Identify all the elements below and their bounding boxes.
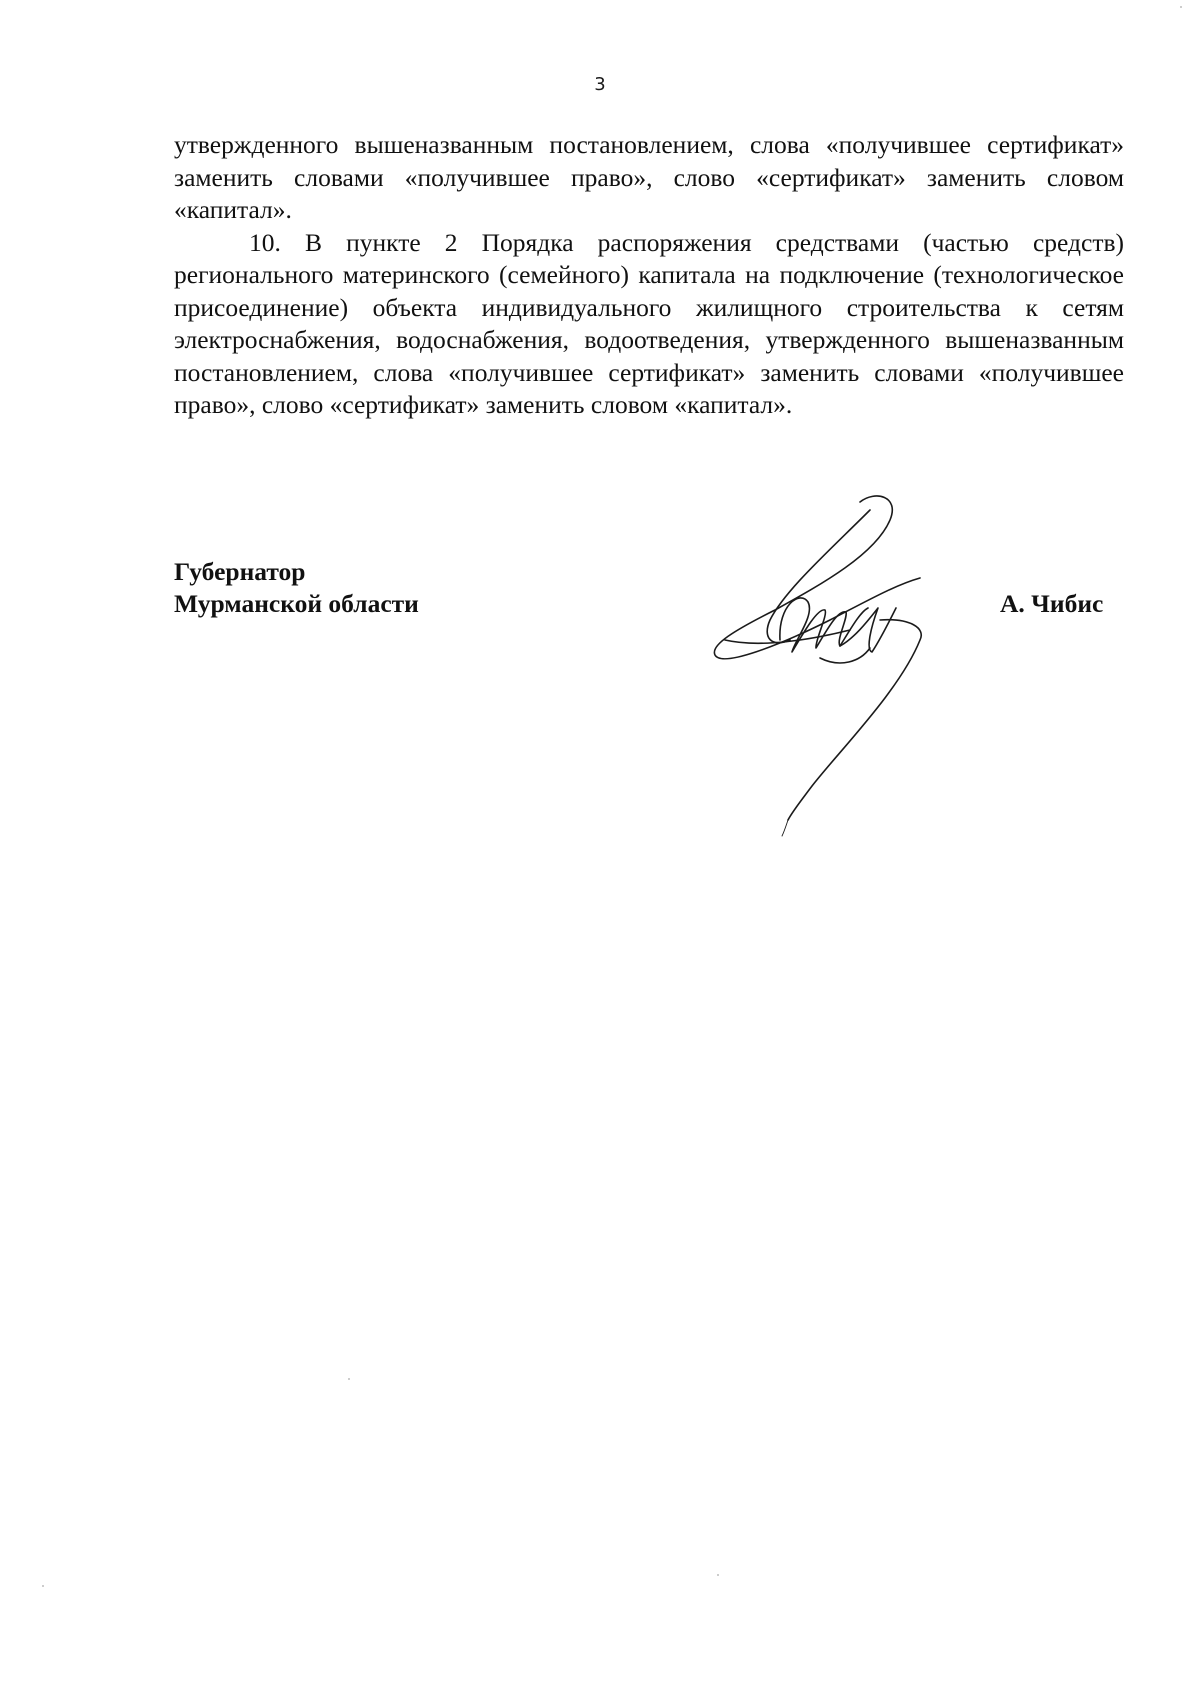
scan-speck bbox=[42, 1585, 44, 1587]
paragraph-continuation: утвержденного вышеназванным постановлением, слова «получившее сертификат» заменить словами «получившее право», слово «сертификат» заменить словом «капитал». bbox=[174, 130, 1124, 224]
scan-speck bbox=[1180, 6, 1182, 8]
document-body bbox=[174, 129, 1124, 422]
signatory-title bbox=[174, 556, 419, 620]
handwritten-signature bbox=[700, 490, 1000, 870]
signatory-name: А. Чибис bbox=[1000, 589, 1104, 618]
scan-speck bbox=[717, 1574, 719, 1576]
paragraph-item-10: 10. В пункте 2 Порядка распоряжения средствами (частью средств) регионального материнского (семейного) капитала на подключение (технологическое присоединение) объекта индивидуального жилищного строительства к сетям электроснабжения, водоснабжения, водоотведения, утвержденного вышеназванным постановлением, слова «получившее сертификат» заменить словами «получившее право», слово «сертификат» заменить словом «капитал». bbox=[174, 227, 1124, 419]
page-number: 3 bbox=[594, 74, 606, 95]
signatory-title-line-2: Мурманской области bbox=[174, 589, 419, 618]
signatory-title-line-1: Губернатор bbox=[174, 557, 306, 586]
scan-speck bbox=[348, 1378, 350, 1380]
